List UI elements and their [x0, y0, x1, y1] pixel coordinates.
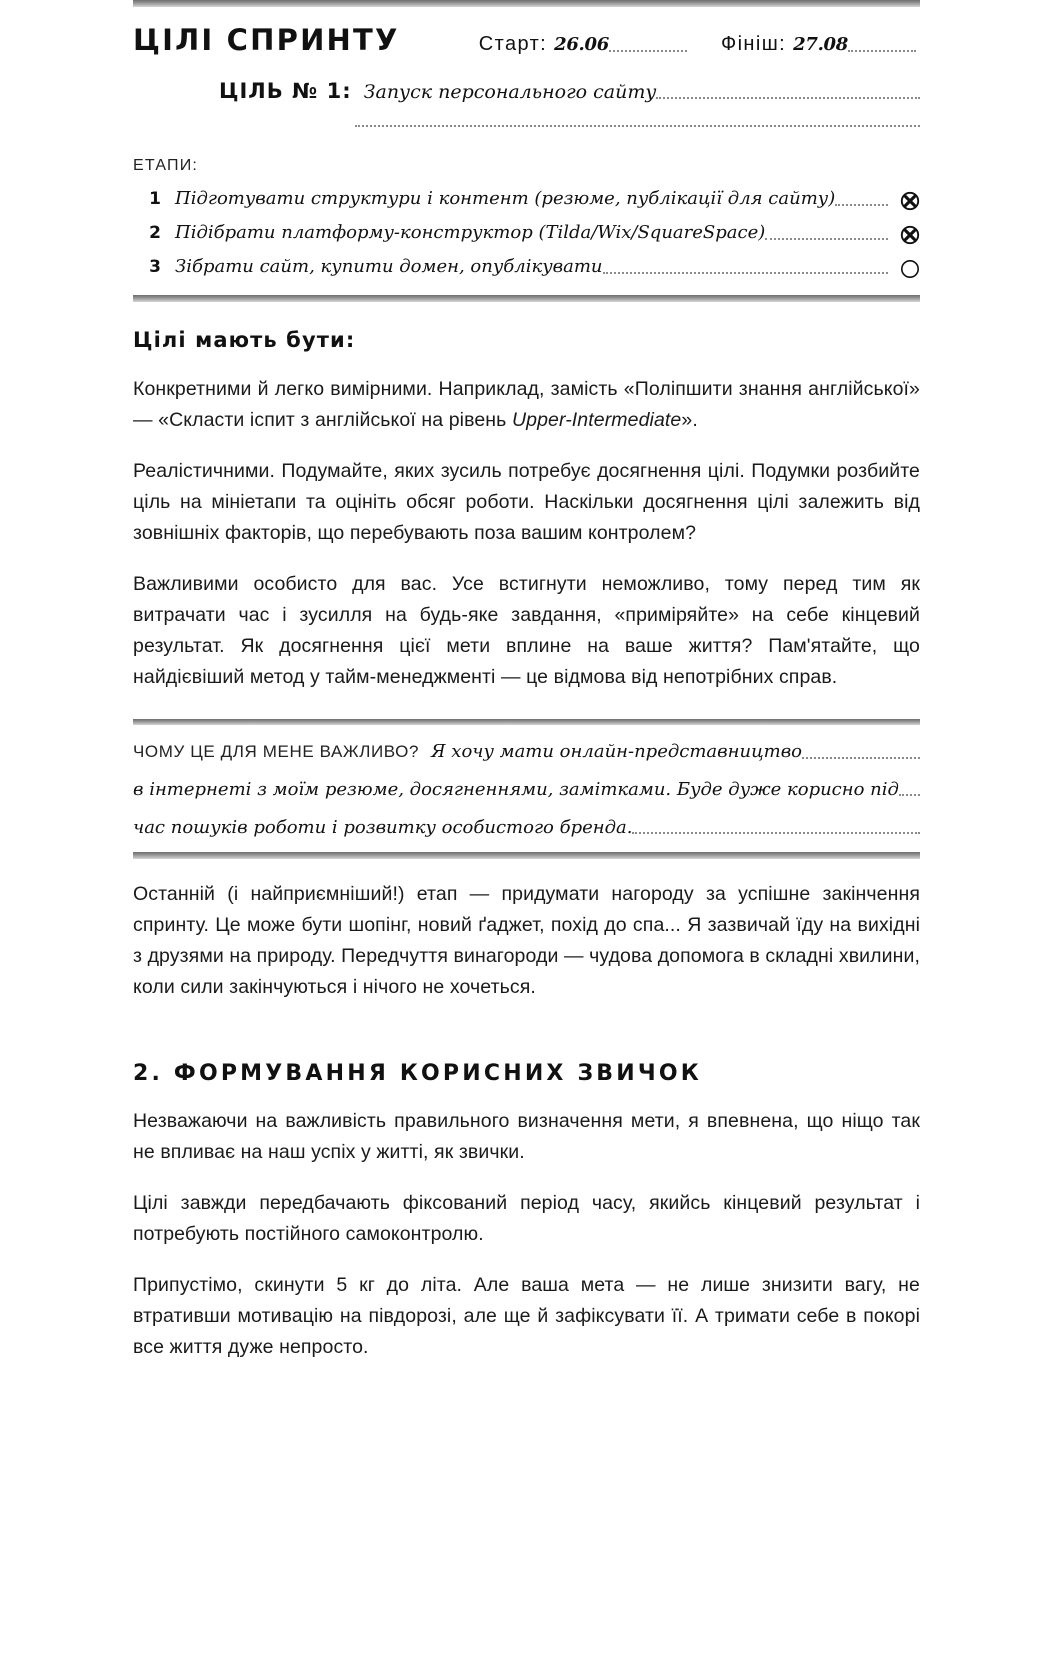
finish-date-label: Фініш:	[720, 33, 787, 55]
stage-row	[133, 222, 920, 243]
why-important-block	[133, 719, 920, 859]
divider-why-bottom	[133, 852, 920, 859]
stage-number: 2	[149, 223, 161, 243]
goal-value[interactable]: Запуск персонального сайту	[363, 81, 657, 103]
start-date-label: Старт:	[478, 33, 548, 55]
divider-top	[133, 0, 920, 7]
goal-label: ЦІЛЬ № 1:	[219, 79, 352, 103]
paragraph-part-after: ».	[681, 409, 698, 431]
paragraph-part-italic: Upper-Intermediate	[511, 409, 682, 431]
why-row-3	[133, 817, 920, 838]
checkbox-checked-icon[interactable]	[900, 225, 920, 245]
goal-dotted-line[interactable]	[656, 97, 920, 99]
start-date-dotted-line[interactable]	[609, 50, 687, 52]
why-dotted-line-1[interactable]	[802, 757, 920, 759]
start-date-value[interactable]: 26.06	[554, 34, 609, 55]
stage-number: 3	[149, 257, 161, 277]
section-2-heading: 2. ФОРМУВАННЯ КОРИСНИХ ЗВИЧОК	[133, 1061, 702, 1086]
finish-date-group	[721, 33, 916, 56]
why-label: ЧОМУ ЦЕ ДЛЯ МЕНЕ ВАЖЛИВО?	[133, 742, 420, 761]
stage-text[interactable]: Підібрати платформу-конструктор (Tilda/Wix/SquareSpace)	[175, 222, 766, 243]
why-dotted-line-3[interactable]	[632, 832, 920, 834]
goal-row-empty	[133, 125, 920, 127]
goal-dotted-line-2[interactable]	[355, 125, 920, 127]
stages-label: ЕТАПИ:	[133, 157, 199, 174]
why-dotted-line-2[interactable]	[899, 794, 920, 796]
stage-row	[133, 256, 920, 277]
divider-after-stages	[133, 295, 920, 302]
sprint-header	[133, 7, 920, 57]
checkbox-empty-icon[interactable]	[900, 259, 920, 279]
start-date-group	[479, 33, 687, 56]
why-answer-line-3[interactable]: час пошуків роботи і розвитку особистого бренда.	[133, 817, 633, 838]
paragraph-habits-3: Припустімо, скинути 5 кг до літа. Але ваша мета — не лише знизити вагу, не втративши мотивацію на півдорозі, але ще й зафіксувати її. А тримати себе в покорі все життя дуже непросто.	[133, 1274, 920, 1358]
divider-why-top	[133, 719, 920, 725]
checkbox-checked-icon[interactable]	[900, 191, 920, 211]
stage-dotted-line[interactable]	[765, 238, 888, 240]
paragraph-reward: Останній (і найприємніший!) етап — придумати нагороду за успішне закінчення спринту. Це може бути шопінг, новий ґаджет, похід до спа... Я зазвичай їду на вихідні з друзями на природу. Передчуття винагороди — чудова допомога в складні хвилини, коли сили закінчуються і нічого не хочеться.	[133, 883, 920, 998]
paragraph-realistic: Реалістичними. Подумайте, яких зусиль потребує досягнення цілі. Подумки розбийте ціль на мініетапи та оцініть обсяг роботи. Наскільки досягнення цілі залежить від зовнішніх факторів, що перебувають поза вашим контролем?	[133, 460, 920, 544]
document-page	[133, 0, 920, 1654]
stage-dotted-line[interactable]	[603, 272, 888, 274]
why-row-2	[133, 779, 920, 800]
why-answer-line-1[interactable]: Я хочу мати онлайн-представництво	[431, 741, 803, 762]
stage-text[interactable]: Підготувати структури і контент (резюме, публікації для сайту)	[175, 188, 836, 209]
why-answer-line-2[interactable]: в інтернеті з моїм резюме, досягненнями, замітками. Буде дуже корисно під	[133, 779, 899, 800]
stage-row	[133, 188, 920, 209]
paragraph-habits-2: Цілі завжди передбачають фіксований період часу, якийсь кінцевий результат і потребують постійного самоконтролю.	[133, 1192, 920, 1245]
page-title: ЦІЛІ СПРИНТУ	[133, 23, 400, 57]
paragraph-important: Важливими особисто для вас. Усе встигнути неможливо, тому перед тим як витрачати час і зусилля на будь-яке завдання, «приміряйте» на себе кінцевий результат. Як досягнення цієї мети вплине на ваше життя? Пам'ятайте, що найдієвіший метод у тайм-менеджменті — це відмова від непотрібних справ.	[133, 573, 920, 688]
goal-row	[133, 79, 920, 103]
finish-date-value[interactable]: 27.08	[793, 34, 848, 55]
paragraph-habits-1: Незважаючи на важливість правильного визначення мети, я впевнена, що ніщо так не впливає на наш успіх у житті, як звички.	[133, 1110, 920, 1163]
goals-must-be-heading: Цілі мають бути:	[133, 328, 356, 352]
paragraph-concrete	[133, 374, 920, 436]
paragraph-part-before: Конкретними й легко вимірними. Наприклад, замість «Поліпшити знання англійської» — «Скласти іспит з англійської на рівень	[133, 378, 920, 431]
stage-number: 1	[149, 189, 161, 209]
stage-text[interactable]: Зібрати сайт, купити домен, опублікувати	[175, 256, 603, 277]
sprint-dates	[479, 33, 920, 56]
stage-dotted-line[interactable]	[835, 204, 888, 206]
why-row-1	[133, 741, 920, 762]
finish-date-dotted-line[interactable]	[848, 50, 916, 52]
